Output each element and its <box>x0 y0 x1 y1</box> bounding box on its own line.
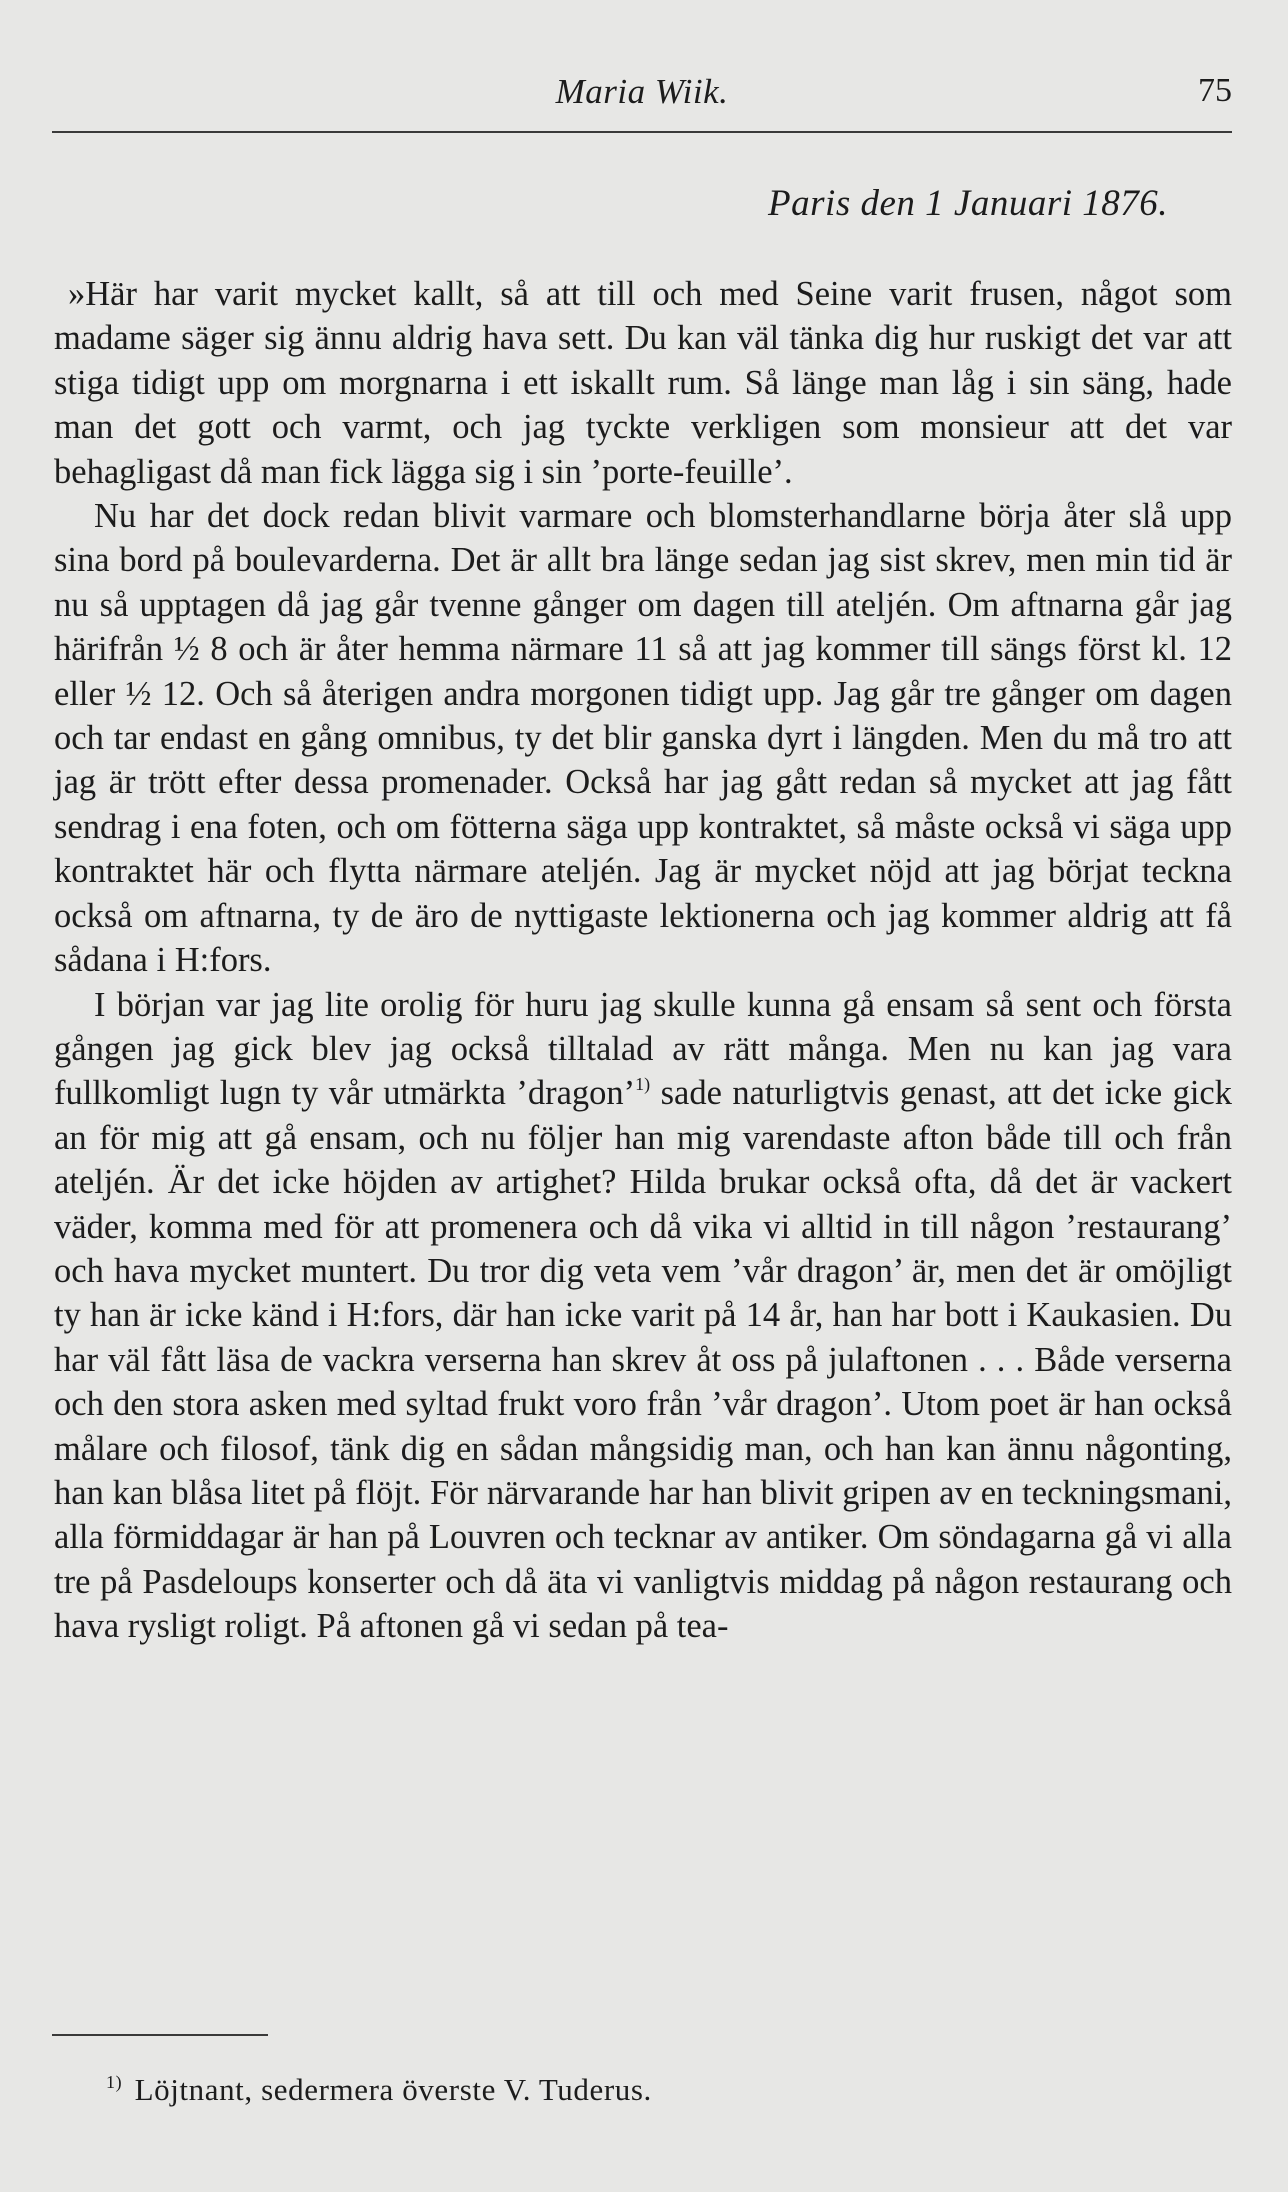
letter-body <box>54 272 1232 1649</box>
paragraph-3 <box>54 983 1232 1649</box>
page-number: 75 <box>1198 72 1232 109</box>
letter-dateline: Paris den 1 Januari 1876. <box>768 183 1168 224</box>
paragraph-3-text-after-note: sade naturligtvis genast, att det icke gick an för mig att gå ensam, och nu följer han mig varendaste afton både till och från ateljén. Är det icke höjden av artighet? Hilda brukar också ofta, då det är vackert väder, komma med för att promenera och då vika vi alltid in till någon ’restaurang’ och hava mycket muntert. Du tror dig veta vem ’vår dragon’ är, men det är omöjligt ty han är icke känd i H:fors, där han icke varit på 14 år, han har bott i Kaukasien. Du har väl fått läsa de vackra verserna han skrev åt oss på julaftonen . . . Både verserna och den stora asken med syltad frukt voro från ’vår dragon’. Utom poet är han också målare och filosof, tänk dig en sådan mångsidig man, och han kan ännu någonting, han kan blåsa litet på flöjt. För närvarande har han blivit gripen av en teckningsmani, alla förmiddagar är han på Louvren och tecknar av antiker. Om söndagarna gå vi alla tre på Pasdeloups konserter och då äta vi vanligtvis middag på någon restaurang och hava rysligt roligt. På aftonen gå vi sedan på tea- <box>54 1074 1232 1646</box>
footnote-text: Löjtnant, sedermera överste V. Tuderus. <box>134 2072 652 2107</box>
footnote-marker: 1) <box>106 2072 123 2092</box>
footnote-rule <box>52 2034 268 2036</box>
paragraph-1: »Här har varit mycket kallt, så att till och med Seine varit frusen, något som madame säger sig ännu aldrig hava sett. Du kan väl tänka dig hur ruskigt det var att stiga tidigt upp om morgnarna i ett iskallt rum. Så länge man låg i sin säng, hade man det gott och varmt, och jag tyckte verkligen som monsieur att det var behagligast då man fick lägga sig i sin ’porte-feuille’. <box>54 275 1232 491</box>
running-title: Maria Wiik. <box>555 72 729 111</box>
running-head <box>52 62 1232 122</box>
header-rule <box>52 131 1232 133</box>
footnote <box>106 2072 652 2108</box>
paragraph-2: Nu har det dock redan blivit varmare och blomsterhandlarne börja åter slå upp sina bord på boulevarderna. Det är allt bra länge sedan jag sist skrev, men min tid är nu så upptagen då jag går tvenne gånger om dagen till ateljén. Om aftnarna går jag härifrån ½ 8 och är åter hemma närmare 11 så att jag kommer till sängs först kl. 12 eller ½ 12. Och så återigen andra morgonen tidigt upp. Jag går tre gånger om dagen och tar endast en gång omnibus, ty det blir ganska dyrt i längden. Men du må tro att jag är trött efter dessa promenader. Också har jag gått redan så mycket att jag fått sendrag i ena foten, och om fötterna säga upp kontraktet, så måste också vi säga upp kontraktet här och flytta närmare ateljén. Jag är mycket nöjd att jag börjat teckna också om aftnarna, ty de äro de nyttigaste lektionerna och jag kommer aldrig att få sådana i H:fors. <box>54 497 1232 980</box>
footnote-reference[interactable]: 1) <box>635 1074 651 1095</box>
paragraph-3-text-before-note: I början var jag lite orolig för huru jag skulle kunna gå ensam så sent och första gången jag gick blev jag också tilltalad av rätt många. Men nu kan jag vara fullkomligt lugn ty vår utmärkta ’dragon’ <box>54 985 1232 1113</box>
